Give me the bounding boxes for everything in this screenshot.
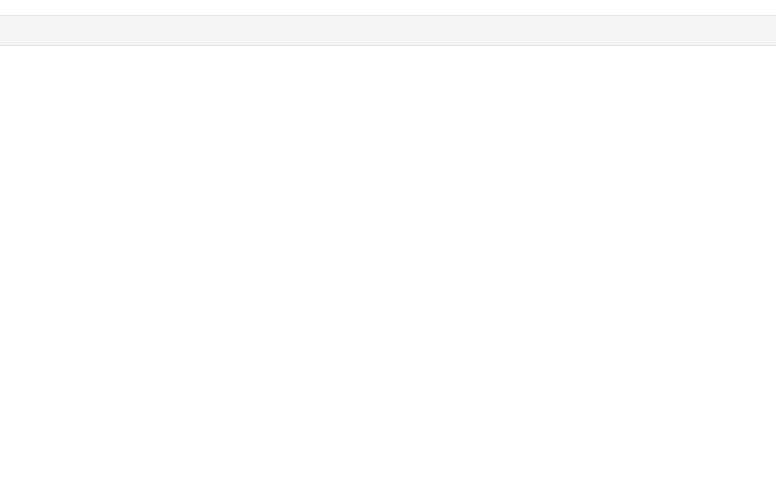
us-flag-icon bbox=[58, 0, 70, 8]
table-row[interactable] bbox=[0, 0, 776, 16]
economic-calendar-table bbox=[0, 0, 776, 46]
date-header bbox=[0, 16, 776, 46]
